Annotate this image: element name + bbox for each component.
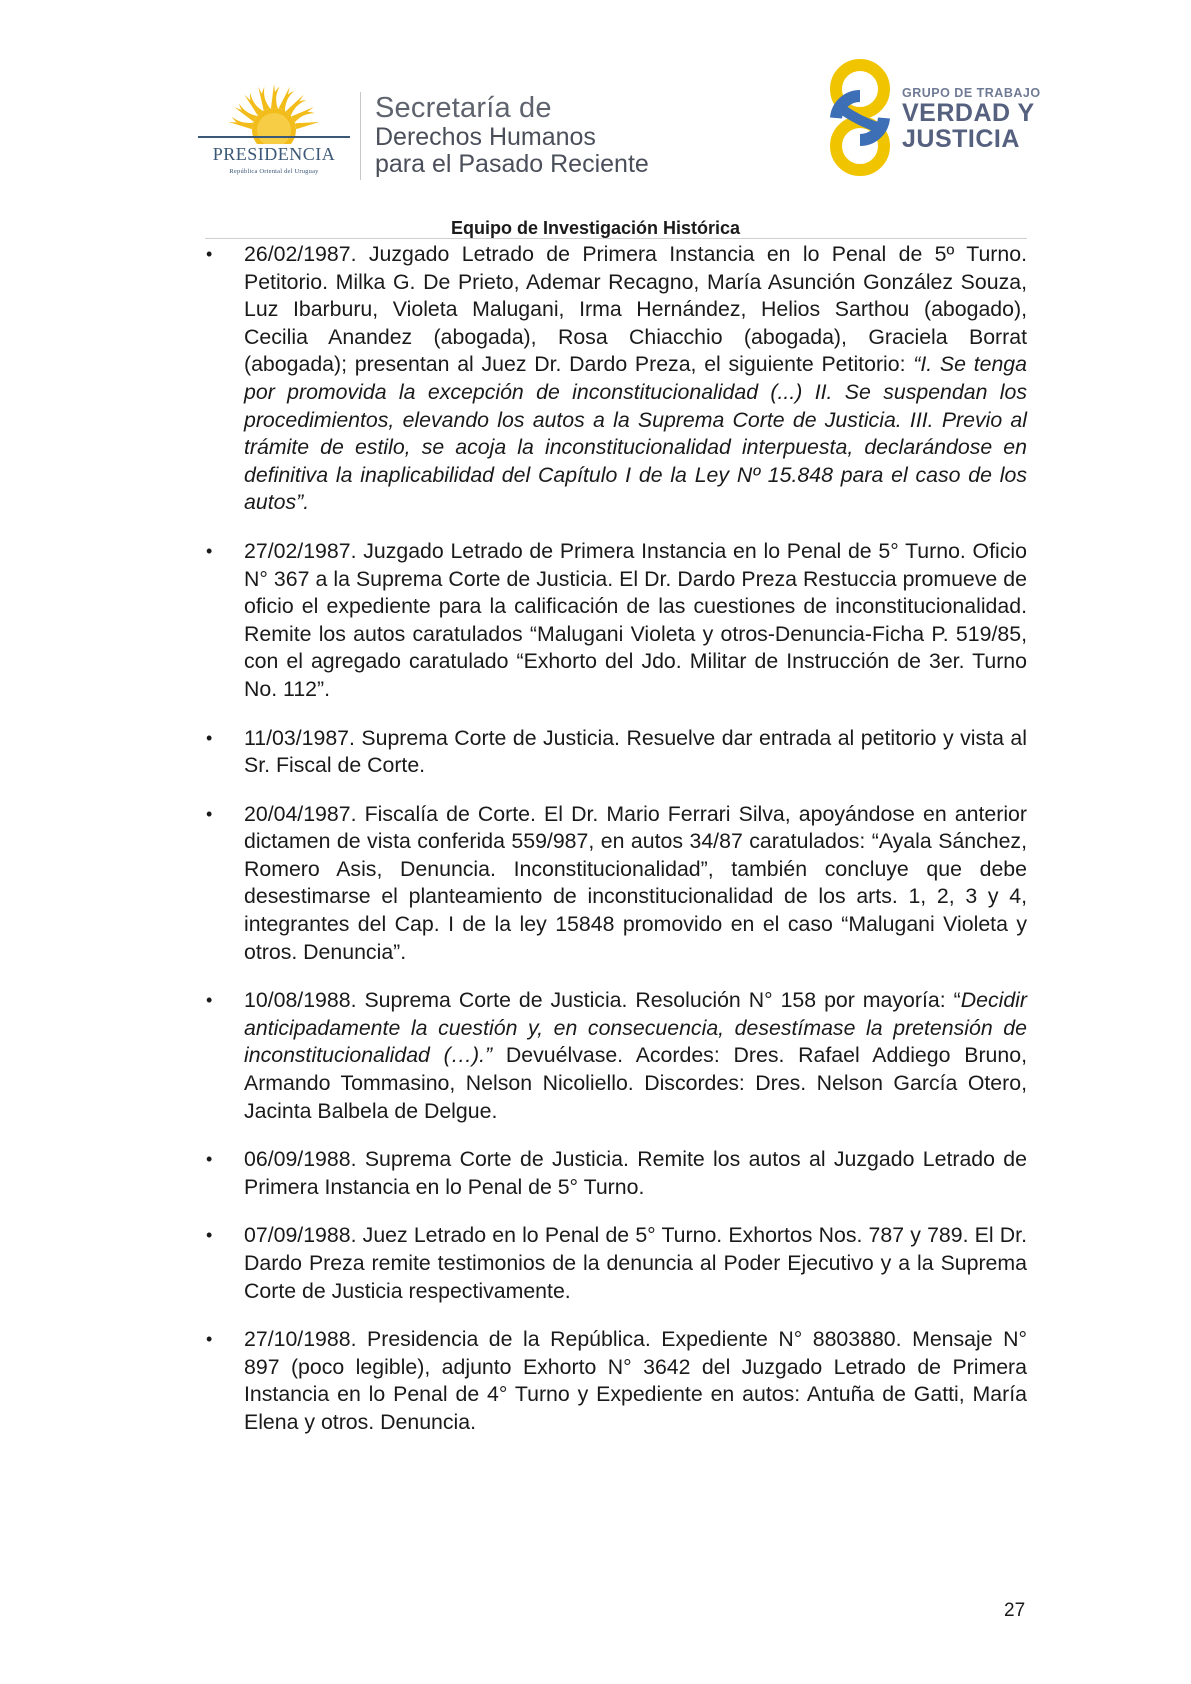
entry-text: 20/04/1987. Fiscalía de Corte. El Dr. Mario Ferrari Silva, apoyándose en anterior dictamen de vista conferida 559/987, en autos 34/87 caratulados: “Ayala Sánchez, Romero Asis, Denuncia. Inconstitucionalidad”, también concluye que debe desestimarse el planteamiento de inconstitucionalidad de los arts. 1, 2, 3 y 4, integrantes del Cap. I de la ley 15848 promovido en el caso “Malugani Violeta y otros. Denuncia”. bbox=[244, 801, 1027, 964]
presidencia-subtitle: República Oriental del Uruguay bbox=[229, 168, 319, 175]
bullet: • bbox=[206, 727, 213, 748]
list-item bbox=[206, 1222, 1027, 1305]
list-item bbox=[206, 987, 1027, 1125]
entry-text: 07/09/1988. Juez Letrado en lo Penal de 5° Turno. Exhortos Nos. 787 y 789. El Dr. Dardo Preza remite testimonios de la denuncia al Poder Ejecutivo y a la Suprema Corte de Justicia respectivamente. bbox=[244, 1223, 1027, 1303]
grupo-line-3: JUSTICIA bbox=[902, 125, 1020, 153]
verdad-justicia-emblem-icon bbox=[820, 56, 900, 180]
list-item bbox=[206, 801, 1027, 967]
entry-text: 26/02/1987. Juzgado Letrado de Primera Instancia en lo Penal de 5º Turno. Petitorio. Milka G. De Prieto, Ademar Recagno, María Asunción González Souza, Luz Ibarburu, Violeta Malugani, Irma Hernández, Helios Sarthou (abogado), Cecilia Anandez (abogada), Rosa Chiacchio (abogada), Graciela Borrat (abogada); presentan al Juez Dr. Dardo Preza, el siguiente Petitorio: bbox=[244, 242, 1027, 377]
header-rule bbox=[205, 238, 1027, 239]
page-number: 27 bbox=[1004, 1600, 1026, 1621]
presidencia-logo bbox=[198, 80, 350, 180]
presidencia-title: PRESIDENCIA bbox=[212, 144, 336, 164]
entry-text: 27/10/1988. Presidencia de la República. Expediente N° 8803880. Mensaje N° 897 (poco legible), adjunto Exhorto N° 3642 del Juzgado Letrado de Primera Instancia en lo Penal de 4° Turno y Expediente en autos: Antuña de Gatti, María Elena y otros. Denuncia. bbox=[244, 1327, 1027, 1434]
list-item bbox=[206, 1146, 1027, 1201]
page-header bbox=[0, 0, 1191, 240]
bullet: • bbox=[206, 1225, 213, 1246]
entry-text: 06/09/1988. Suprema Corte de Justicia. Remite los autos al Juzgado Letrado de Primera Instancia en lo Penal de 5° Turno. bbox=[244, 1147, 1027, 1199]
entry-text: 11/03/1987. Suprema Corte de Justicia. Resuelve dar entrada al petitorio y vista al Sr. Fiscal de Corte. bbox=[244, 725, 1027, 778]
grupo-line-1: GRUPO DE TRABAJO bbox=[902, 86, 1041, 100]
bullet: • bbox=[206, 803, 213, 824]
sun-emblem-icon bbox=[198, 80, 350, 144]
bullet: • bbox=[206, 244, 213, 264]
entry-text: 27/02/1987. Juzgado Letrado de Primera Instancia en lo Penal de 5° Turno. Oficio N° 367 a la Suprema Corte de Justicia. El Dr. Dardo Preza Restuccia promueve de oficio el expediente para la calificación de las cuestiones de inconstitucionalidad. Remite los autos caratulados “Malugani Violeta y otros-Denuncia-Ficha P. 519/85, con el agregado caratulado “Exhorto del Jdo. Militar de Instrucción de 3er. Turno No. 112”. bbox=[244, 538, 1027, 701]
entry-text: 10/08/1988. Suprema Corte de Justicia. Resolución N° 158 por mayoría: “ bbox=[244, 988, 961, 1013]
bullet: • bbox=[206, 1329, 213, 1350]
bullet: • bbox=[206, 1149, 213, 1170]
entry-text-after: Devuélvase. Acordes: Dres. Rafael Addiego Bruno, Armando Tommasino, Nelson Nicoliello. Discordes: Dres. Nelson García Otero, Jacinta Balbela de Delgue. bbox=[244, 1043, 1027, 1123]
chronology-list bbox=[206, 241, 1027, 1458]
grupo-line-2: VERDAD Y bbox=[902, 99, 1035, 127]
grupo-trabajo-text bbox=[902, 86, 1041, 152]
secretaria-line-3: para el Pasado Reciente bbox=[375, 150, 649, 178]
list-item bbox=[206, 538, 1027, 704]
secretaria-logo-text bbox=[375, 92, 649, 178]
bullet: • bbox=[206, 990, 213, 1011]
secretaria-line-2: Derechos Humanos bbox=[375, 123, 596, 151]
bullet: • bbox=[206, 540, 213, 561]
entry-quote: “I. Se tenga por promovida la excepción de inconstitucionalidad (...) II. Se suspendan los procedimientos, elevando los autos a la Suprema Corte de Justicia. III. Previo al trámite de estilo, se acoja la inconstitucionalidad interpuesta, declarándose en definitiva la inaplicabilidad del Capítulo I de la Ley Nº 15.848 para el caso de los autos”. bbox=[244, 352, 1027, 515]
entry-quote: Decidir anticipadamente la cuestión y, en consecuencia, desestímase la pretensión de inconstitucionalidad (…).” bbox=[244, 988, 1027, 1068]
list-item bbox=[206, 725, 1027, 780]
list-item bbox=[206, 241, 1027, 517]
secretaria-line-1: Secretaría de bbox=[375, 92, 552, 124]
list-item bbox=[206, 1326, 1027, 1436]
team-title: Equipo de Investigación Histórica bbox=[450, 218, 741, 238]
header-divider bbox=[360, 92, 361, 180]
